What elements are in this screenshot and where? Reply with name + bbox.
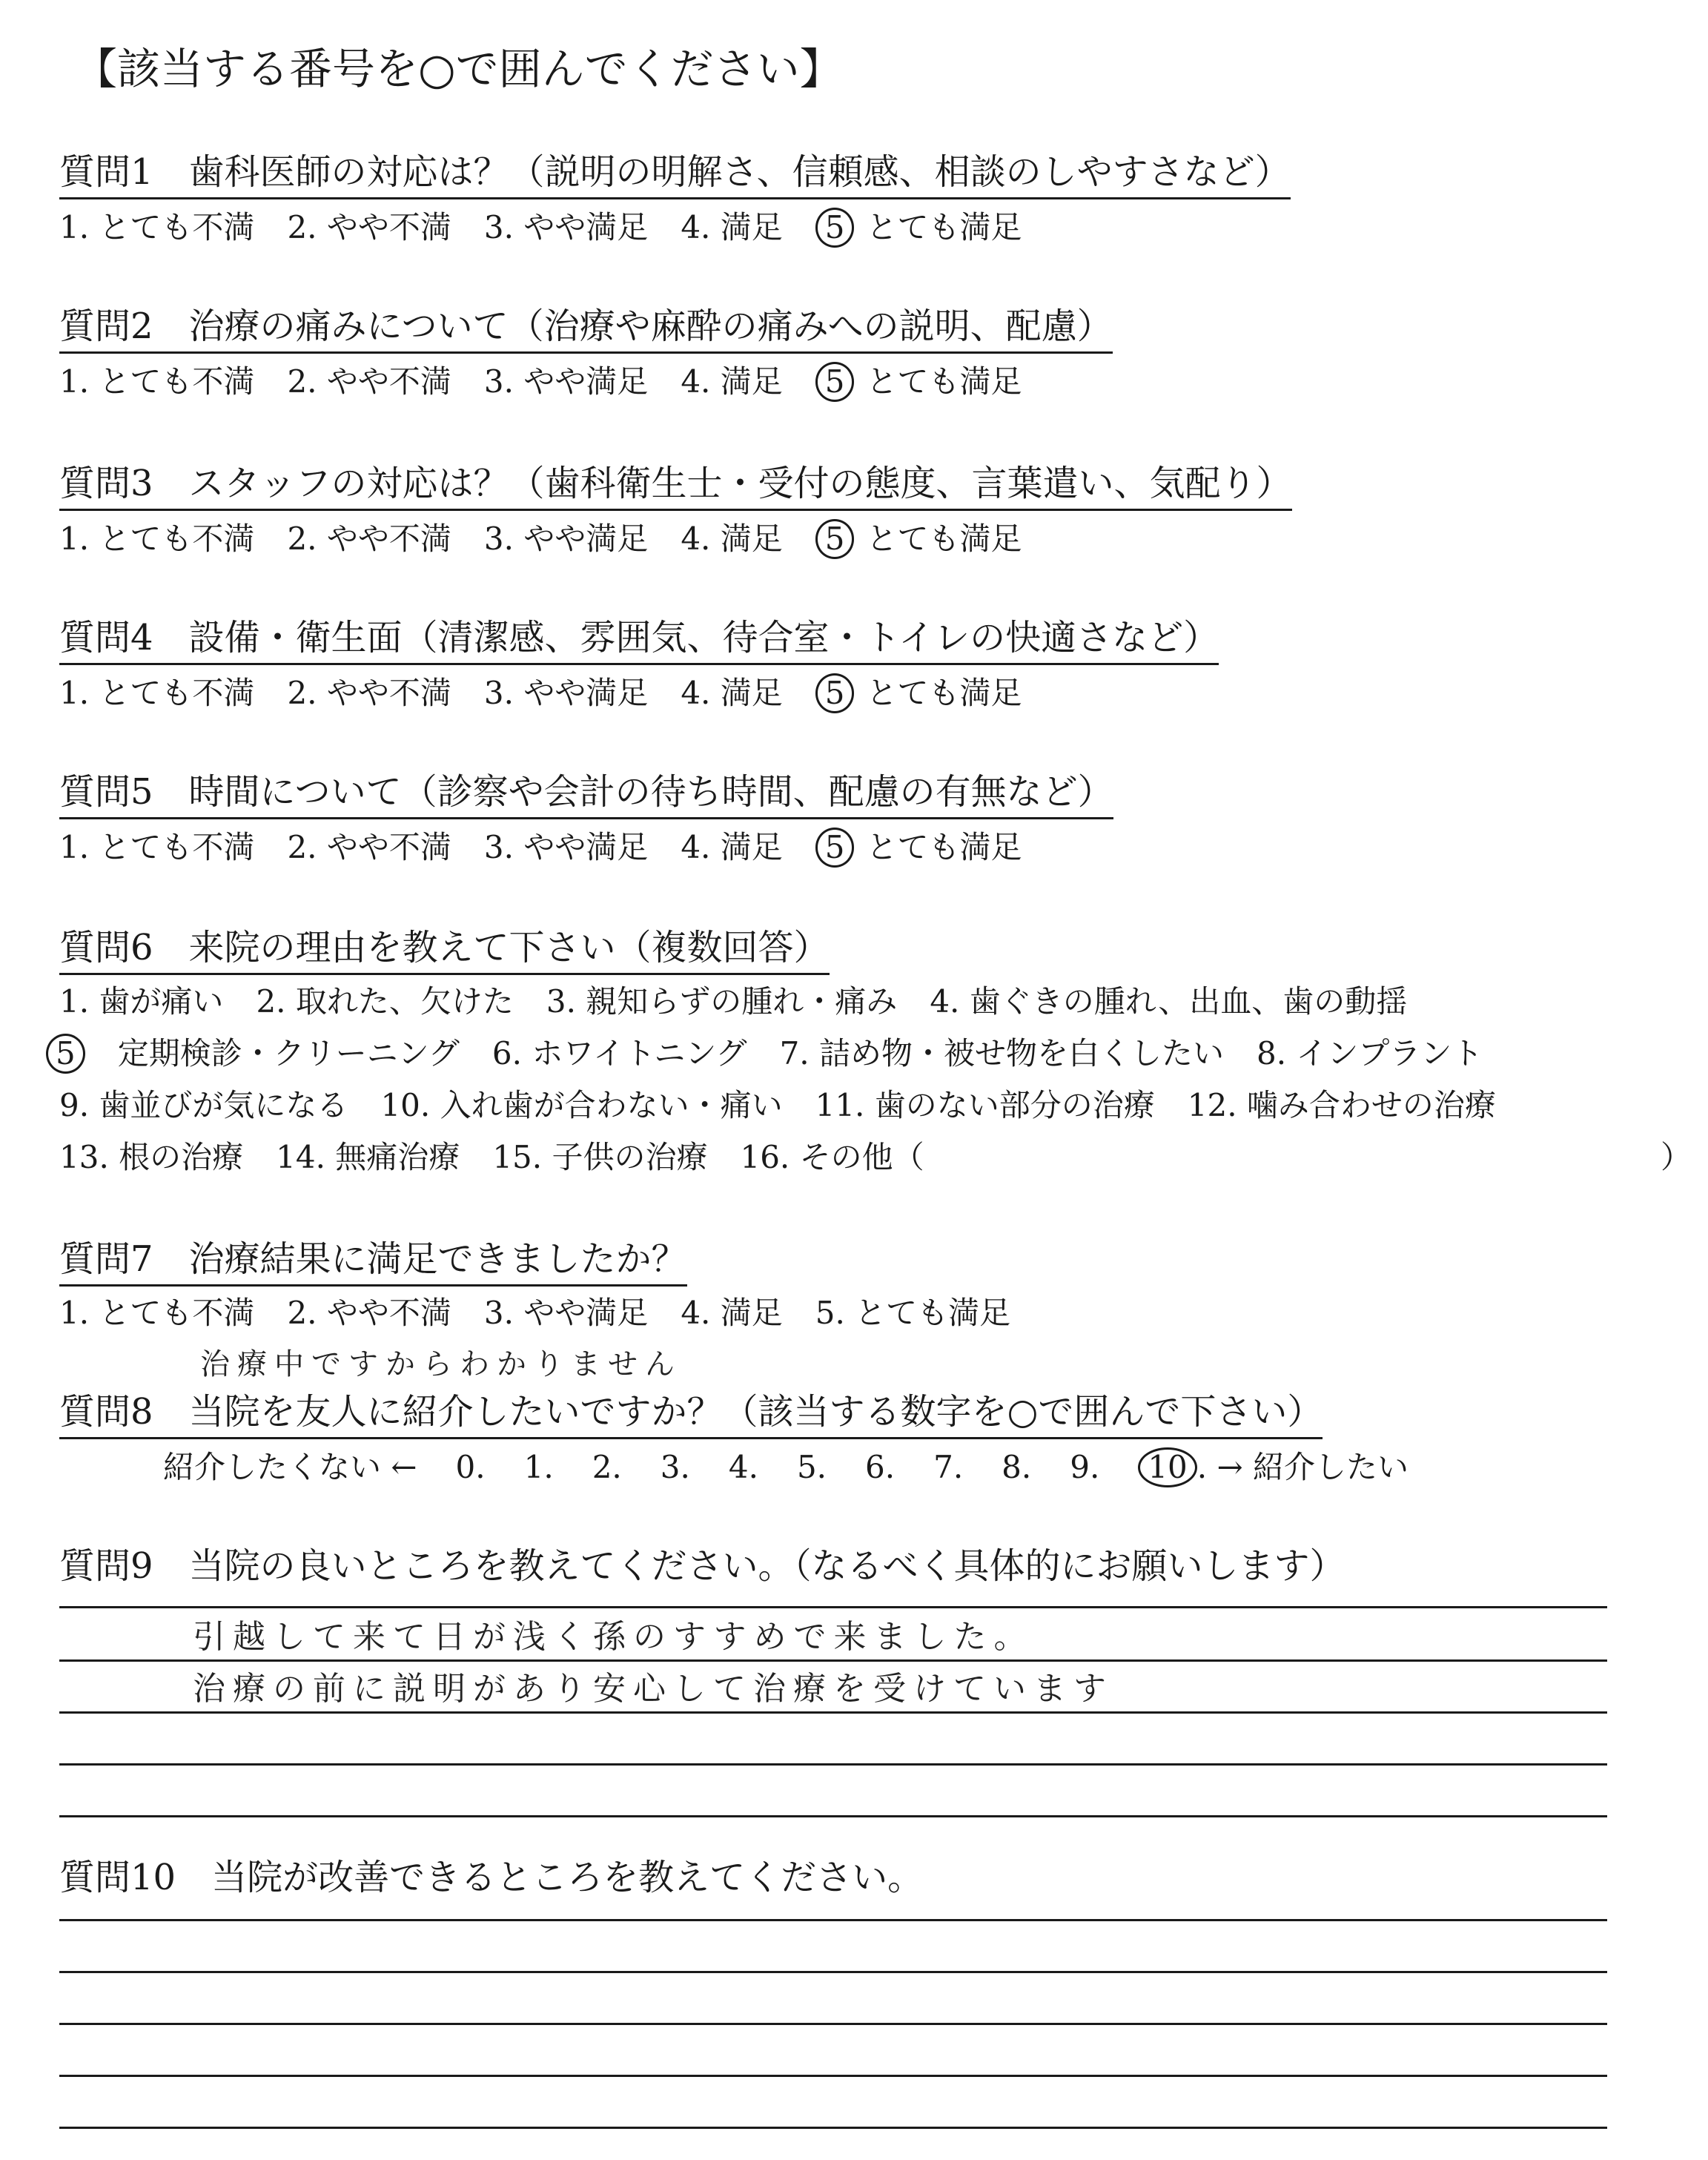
question-5-options [59,826,1055,869]
scale-10-circled[interactable]: 10 [1138,1447,1196,1487]
question-6-title: 質問6 来院の理由を教えて下さい（複数回答） [59,924,830,975]
question-7-handwritten-note: 治療中ですからわかりません [200,1347,682,1381]
option-5-label: とても満足 [866,829,1022,865]
page-header: 【該当する番号を○で囲んでください】 [74,44,843,94]
option-4[interactable]: 4. 満足 [681,829,783,865]
answer-line-1 [59,1606,1607,1608]
question-8-scale [163,1446,1447,1489]
scale-5[interactable]: 5. [796,1449,827,1485]
answer-line-3 [59,2023,1607,2025]
question-10-title: 質問10 当院が改善できるところを教えてください。 [59,1857,924,1898]
scale-4[interactable]: 4. [728,1449,758,1485]
option-2[interactable]: 2. やや不満 [287,1295,451,1331]
scale-1[interactable]: 1. [523,1449,554,1485]
option-5-circled[interactable]: 5 [815,519,855,559]
option-2[interactable]: 2. やや不満 [287,209,451,245]
answer-line-3 [59,1711,1607,1714]
scale-2[interactable]: 2. [592,1449,622,1485]
scale-right-label: . → 紹介したい [1196,1449,1409,1485]
option-5-label: とても満足 [866,209,1022,245]
question-5-title: 質問5 時間について（診察や会計の待ち時間、配慮の有無など） [59,768,1113,819]
question-7-options [59,1292,1043,1335]
option-9[interactable]: 9. 歯並びが気になる [59,1087,348,1123]
option-14[interactable]: 14. 無痛治療 [276,1139,460,1175]
question-6-row-3 [59,1084,1529,1127]
option-4[interactable]: 4. 満足 [681,1295,783,1331]
option-3[interactable]: 3. やや満足 [483,521,649,557]
option-15[interactable]: 15. 子供の治療 [492,1139,708,1175]
scale-0[interactable]: 0. [455,1449,486,1485]
option-5[interactable]: 5. とても満足 [815,1295,1011,1331]
option-5-circled[interactable]: 5 [815,362,855,402]
option-12[interactable]: 12. 噛み合わせの治療 [1187,1087,1496,1123]
question-1-options [59,206,1055,249]
option-13[interactable]: 13. 根の治療 [59,1139,244,1175]
option-5-circled[interactable]: 5 [815,673,855,713]
question-7-title: 質問7 治療結果に満足できましたか？ [59,1235,687,1287]
option-4[interactable]: 4. 満足 [681,363,783,400]
option-1[interactable]: 1. とても不満 [59,1295,255,1331]
option-5-label: とても満足 [866,675,1022,711]
option-2[interactable]: 2. やや不満 [287,521,451,557]
option-7[interactable]: 7. 詰め物・被せ物を白くしたい [779,1035,1224,1071]
question-3-options [59,518,1055,561]
option-3[interactable]: 3. やや満足 [483,1295,649,1331]
scale-9[interactable]: 9. [1070,1449,1100,1485]
option-3[interactable]: 3. 親知らずの腫れ・痛み [546,983,898,1020]
answer-line-2 [59,1659,1607,1662]
answer-line-2 [59,1971,1607,1973]
option-5-circled[interactable]: 5 [815,828,855,868]
option-3[interactable]: 3. やや満足 [483,363,649,400]
option-2[interactable]: 2. やや不満 [287,675,451,711]
option-5-label: とても満足 [866,521,1022,557]
option-3[interactable]: 3. やや満足 [483,675,649,711]
option-4[interactable]: 4. 満足 [681,675,783,711]
answer-line-4 [59,1763,1607,1766]
answer-line-4 [59,2075,1607,2077]
question-9-answer-2: 治療の前に説明があり安心して治療を受けています [193,1670,1113,1708]
option-4[interactable]: 4. 満足 [681,209,783,245]
question-2-title: 質問2 治療の痛みについて（治療や麻酔の痛みへの説明、配慮） [59,303,1113,354]
option-1[interactable]: 1. とても不満 [59,363,255,400]
option-1[interactable]: 1. とても不満 [59,521,255,557]
option-5-label: とても満足 [866,363,1022,400]
option-3[interactable]: 3. やや満足 [483,209,649,245]
scale-6[interactable]: 6. [865,1449,896,1485]
answer-line-1 [59,1919,1607,1921]
option-16-other[interactable]: 16. その他（ [740,1139,924,1175]
question-6-row-1 [59,980,1440,1023]
question-9-answer-1: 引越して来て日が浅く孫のすすめで来ました。 [193,1618,1034,1656]
option-10[interactable]: 10. 入れ歯が合わない・痛い [380,1087,783,1123]
scale-7[interactable]: 7. [933,1449,964,1485]
option-8[interactable]: 8. インプラント [1257,1035,1483,1071]
scale-8[interactable]: 8. [1002,1449,1032,1485]
option-6[interactable]: 6. ホワイトニング [491,1035,747,1071]
option-1[interactable]: 1. とても不満 [59,209,255,245]
option-5-label[interactable]: 定期検診・クリーニング [117,1035,460,1071]
option-4[interactable]: 4. 満足 [681,521,783,557]
answer-line-5 [59,1815,1607,1817]
option-4[interactable]: 4. 歯ぐきの腫れ、出血、歯の動揺 [930,983,1408,1020]
question-2-options [59,360,1055,403]
question-4-options [59,672,1055,715]
answer-line-5 [59,2127,1607,2129]
option-1[interactable]: 1. とても不満 [59,829,255,865]
option-2[interactable]: 2. やや不満 [287,829,451,865]
question-6-row-4 [59,1136,1692,1179]
question-4-title: 質問4 設備・衛生面（清潔感、雰囲気、待合室・トイレの快適さなど） [59,614,1219,665]
option-2[interactable]: 2. 取れた、欠けた [256,983,514,1020]
option-5-circled[interactable]: 5 [815,208,855,248]
scale-left-label: 紹介したくない ← [163,1449,417,1485]
option-2[interactable]: 2. やや不満 [287,363,451,400]
question-8-title: 質問8 当院を友人に紹介したいですか？（該当する数字を○で囲んで下さい） [59,1388,1323,1439]
other-close-paren: ） [1661,1139,1692,1175]
option-3[interactable]: 3. やや満足 [483,829,649,865]
option-1[interactable]: 1. とても不満 [59,675,255,711]
question-6-row-2 [46,1032,1515,1075]
question-9-title: 質問9 当院の良いところを教えてください。（なるべく具体的にお願いします） [59,1545,1345,1587]
option-11[interactable]: 11. 歯のない部分の治療 [815,1087,1155,1123]
question-1-title: 質問1 歯科医師の対応は？（説明の明解さ、信頼感、相談のしやすさなど） [59,148,1291,199]
question-3-title: 質問3 スタッフの対応は？（歯科衛生士・受付の態度、言葉遣い、気配り） [59,460,1292,511]
scale-3[interactable]: 3. [660,1449,690,1485]
option-5-circled[interactable]: 5 [46,1034,85,1074]
option-1[interactable]: 1. 歯が痛い [59,983,224,1020]
